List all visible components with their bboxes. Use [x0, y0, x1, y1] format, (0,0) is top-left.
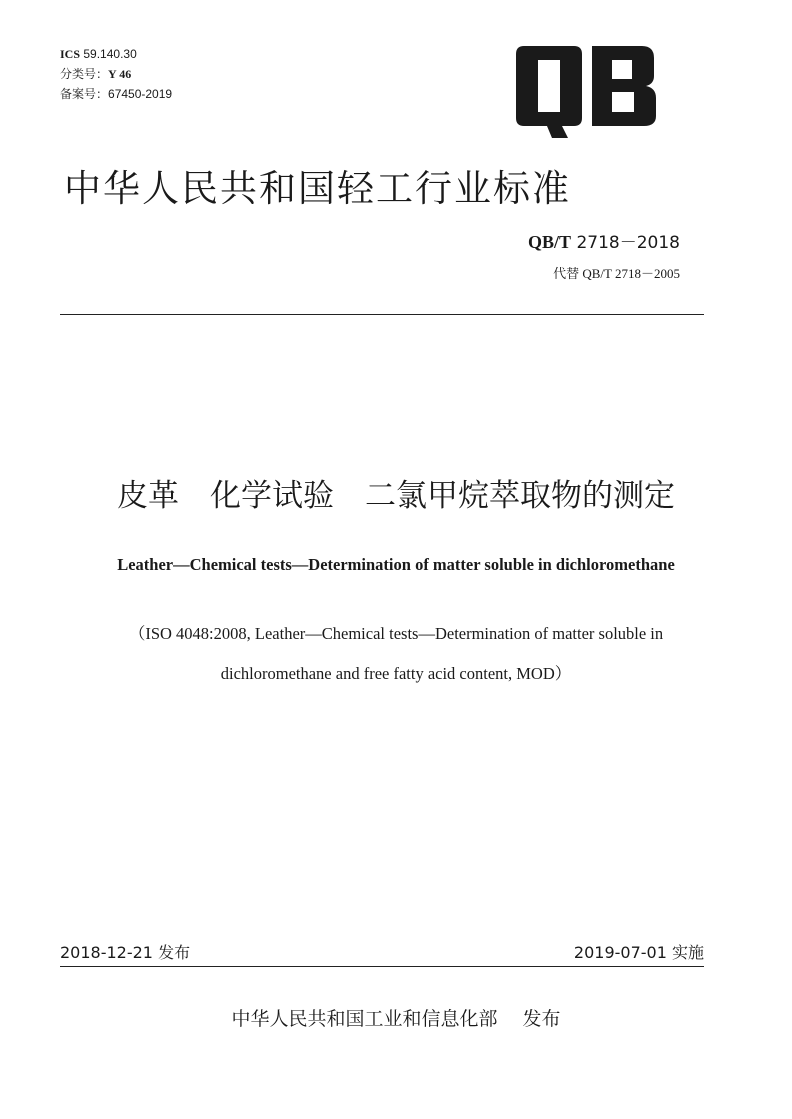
iso-reference-line-1: （ISO 4048:2008, Leather—Chemical tests—Determination of matter soluble in [128, 624, 664, 643]
qb-logo-b [592, 46, 656, 126]
record-label: 备案号： [60, 87, 109, 101]
standard-number [528, 228, 680, 253]
category-row [60, 64, 172, 84]
qb-logo-text: QB [587, 100, 589, 101]
category-label: 分类号： [60, 67, 109, 81]
iso-reference-line-2: dichloromethane and free fatty acid content, MOD） [220, 664, 572, 683]
qb-logo-q [516, 46, 582, 138]
bottom-divider [60, 966, 704, 967]
classification-block [60, 44, 172, 104]
chinese-title: 皮革 化学试验 二氯甲烷萃取物的测定 [117, 478, 675, 514]
standard-number-value: 2718－2018 [576, 233, 680, 253]
english-title: Leather—Chemical tests—Determination of matter soluble in dichloromethane [117, 555, 675, 574]
ics-row [60, 44, 172, 64]
org-title: 中华人民共和国轻工行业标准 [64, 167, 571, 210]
issuing-authority: 中华人民共和国工业和信息化部 发布 [231, 1008, 561, 1030]
replaces-note: 代替 QB/T 2718－2005 [553, 266, 680, 281]
record-row [60, 84, 172, 104]
issue-date: 2018-12-21 发布 [60, 943, 191, 962]
implementation-date: 2019-07-01 实施 [573, 943, 704, 962]
ics-label: ICS [60, 47, 81, 61]
standard-prefix: QB/T [528, 232, 572, 252]
record-value: 67450-2019 [108, 87, 173, 101]
top-divider [60, 314, 704, 315]
category-value: Y 46 [108, 67, 132, 81]
qb-logo [512, 40, 662, 140]
ics-value: 59.140.30 [83, 47, 137, 61]
